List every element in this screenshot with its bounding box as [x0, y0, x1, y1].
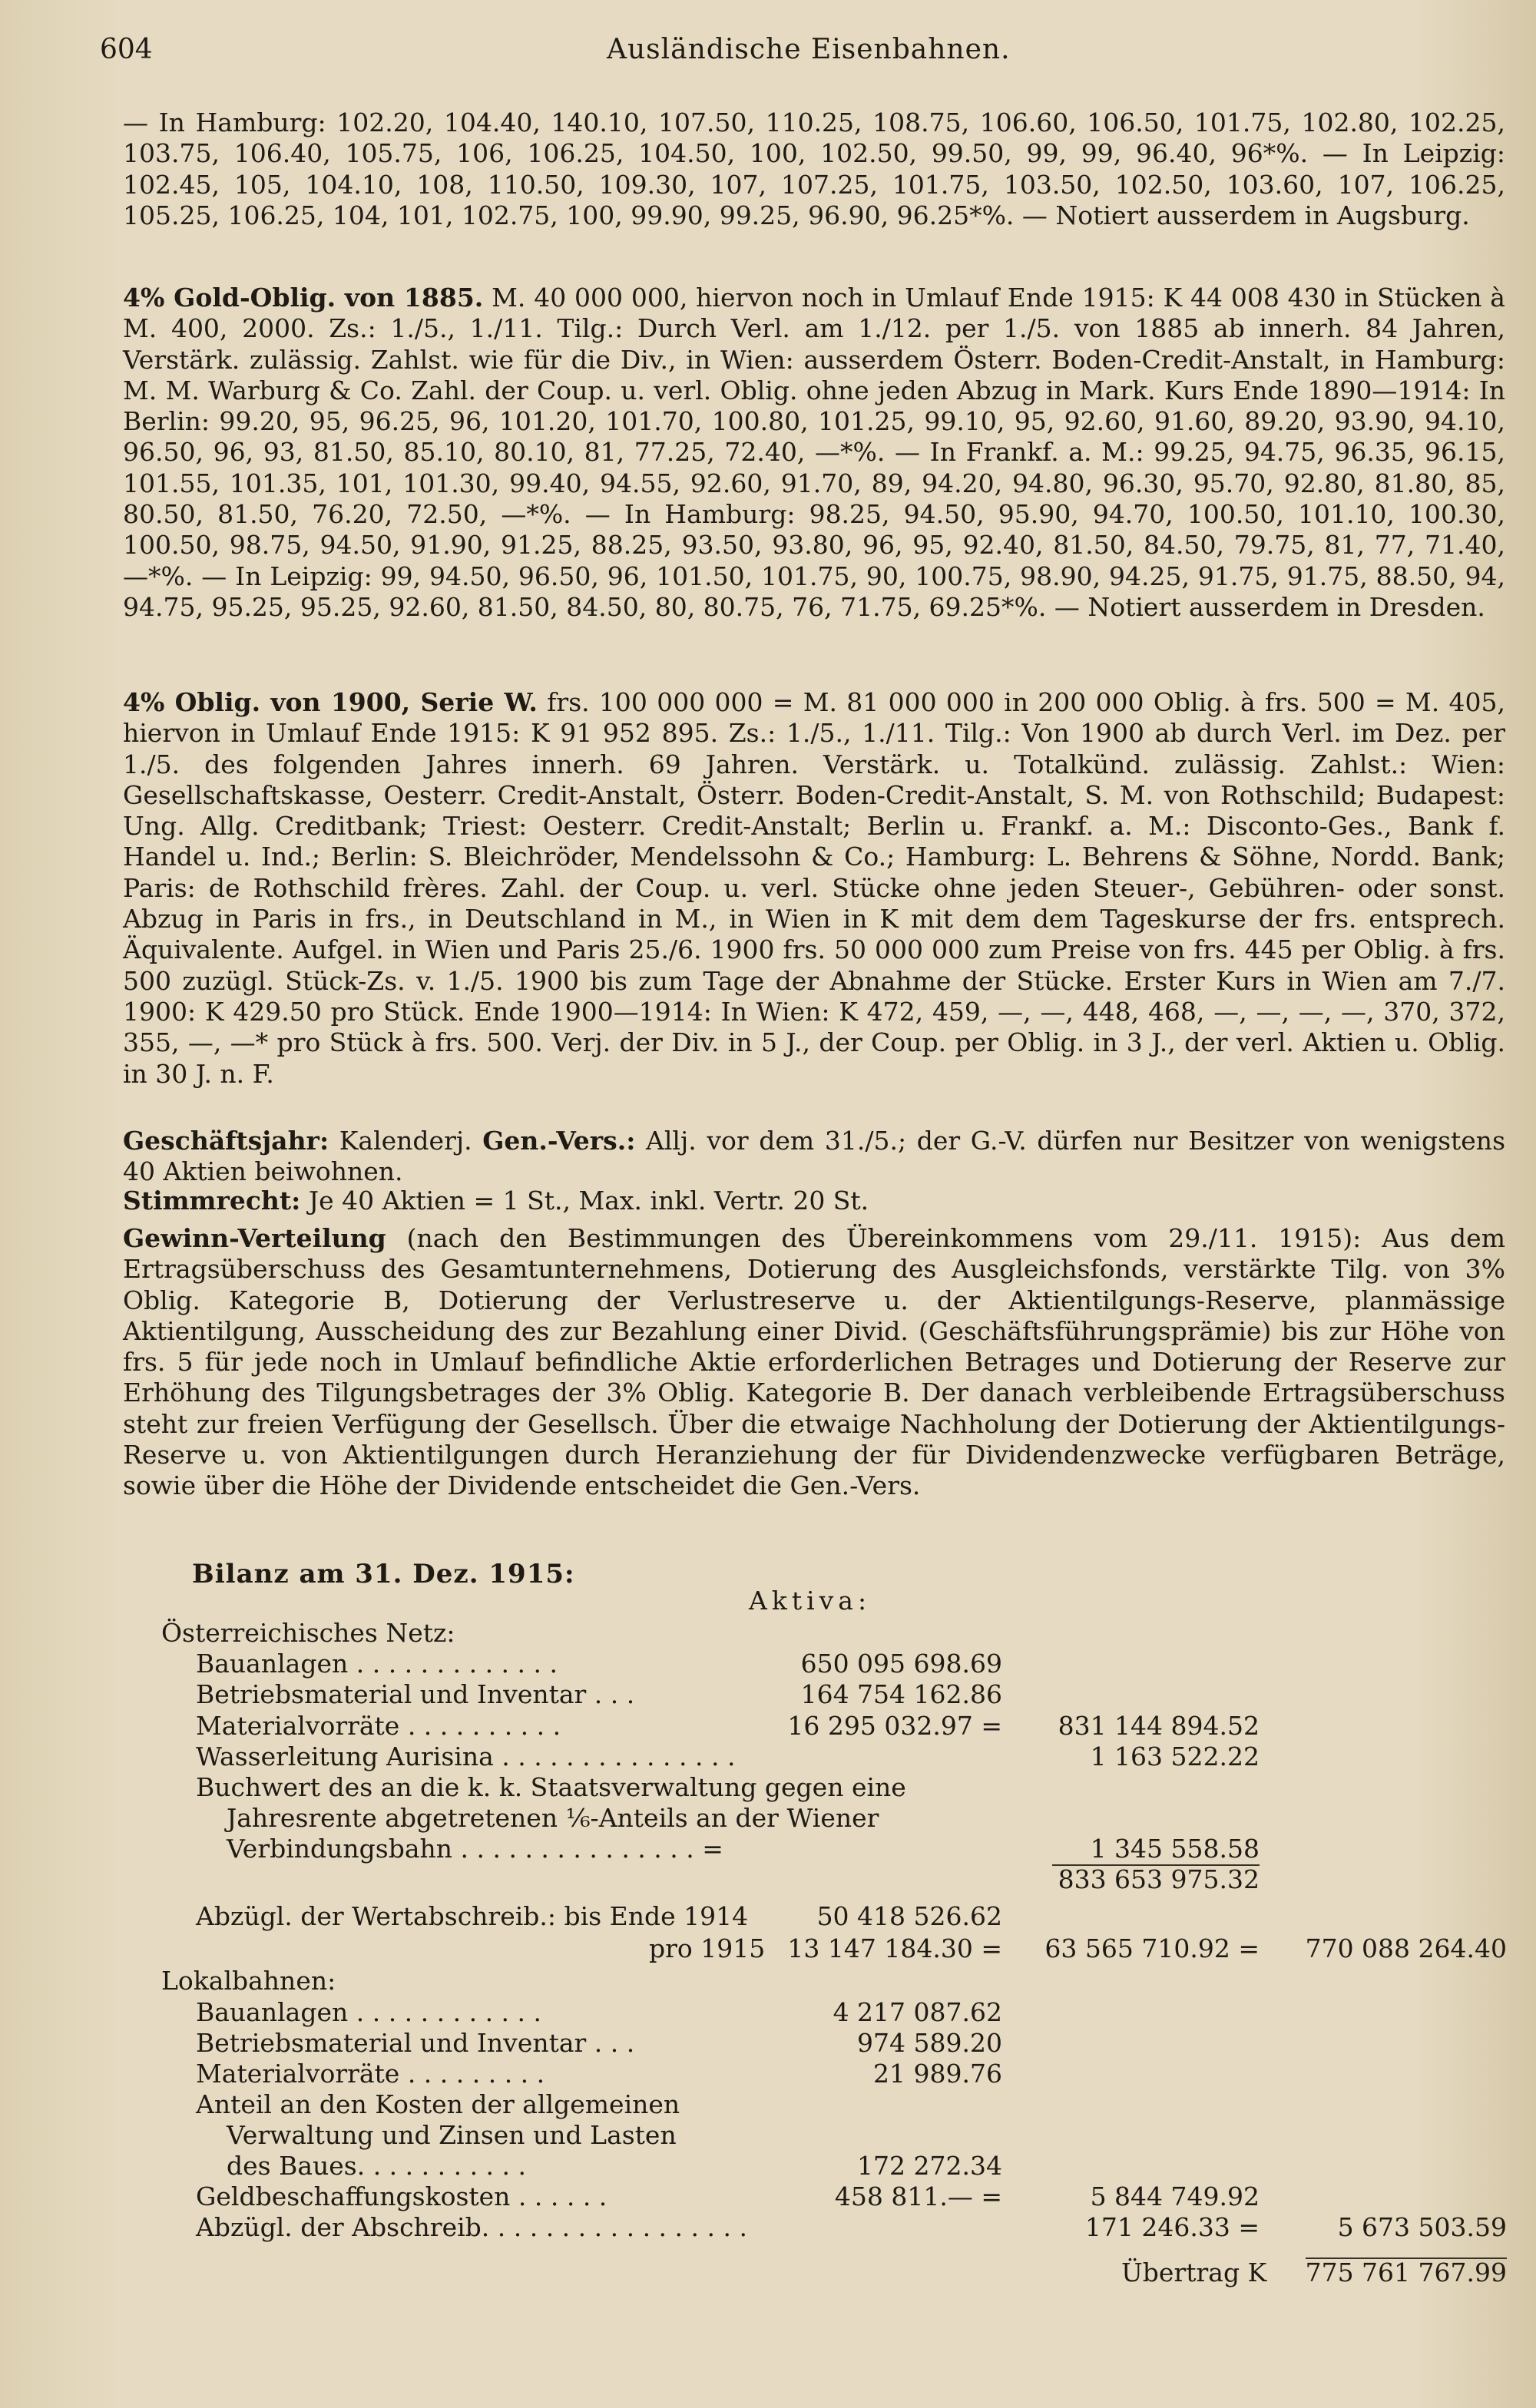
balance-value-c3: 5 673 503.59: [1337, 2212, 1507, 2242]
balance-value-c1: 13 147 184.30 =: [787, 1933, 1002, 1963]
balance-value-c3: 770 088 264.40: [1305, 1933, 1507, 1963]
paragraph-text: frs. 100 000 000 = M. 81 000 000 in 200 000 Oblig. à frs. 500 = M. 405, hiervon in Umlauf Ende 1915: K 91 952 895. Zs.: 1./5., 1./11. Tilg.: Von 1900 ab durch Verl. im Dez. per 1./5. des folgenden Jahres innerh. 69 Jahren. Verstärk. u. Totalkünd. zulässig. Zahlst.: Wien: Gesellschaftskasse, Oesterr. Credit-Anstalt, Österr. Boden-Credit-Anstalt, S. M. von Rothschild; Budapest: Ung. Allg. Creditbank; Triest: Oesterr. Credit-Anstalt; Berlin u. Frankf. a. M.: Disconto-Ges., Bank f. Handel u. Ind.; Berlin: S. Bleichröder, Mendelssohn & Co.; Hamburg: L. Behrens & Söhne, Nordd. Bank; Paris: de Rothschild frères. Zahl. der Coup. u. verl. Stücke ohne jeden Steuer-, Gebühren- oder sonst. Abzug in Paris in frs., in Deutschland in M., in Wien in K mit dem dem Tageskurse der frs. entsprech. Äquivalente. Aufgel. in Wien und Paris 25./6. 1900 frs. 50 000 000 zum Preise von frs. 445 per Oblig. à frs. 500 zuzügl. Stück-Zs. v. 1./5. 1900 bis zum Tage der Abnahme der Stücke. Erster Kurs in Wien am 7./7. 1900: K 429.50 pro Stück. Ende 1900—1914: In Wien: K 472, 459, —, —, 448, 468, —, —, —, —, 370, 372, 355, —, —* pro Stück à frs. 500. Verj. der Div. in 5 J., der Coup. per Oblig. in 3 J., der verl. Aktien u. Oblig. in 30 J. n. F.: [123, 687, 1505, 1089]
balance-label: Verwaltung und Zinsen und Lasten: [227, 2120, 677, 2150]
balance-row: [0, 1679, 1536, 1710]
paragraph-text: M. 40 000 000, hiervon noch in Umlauf Ende 1915: K 44 008 430 in Stücken à M. 400, 2000. Zs.: 1./5., 1./11. Tilg.: Durch Verl. am 1./12. per 1./5. von 1885 ab innerh. 84 Jahren, Verstärk. zulässig. Zahlst. wie für die Div., in Wien: ausserdem Österr. Boden-Credit-Anstalt, in Hamburg: M. M. Warburg & Co. Zahl. der Coup. u. verl. Oblig. ohne jeden Abzug in Mark. Kurs Ende 1890—1914: In Berlin: 99.20, 95, 96.25, 96, 101.20, 101.70, 100.80, 101.25, 99.10, 95, 92.60, 91.60, 89.20, 93.90, 94.10, 96.50, 96, 93, 81.50, 85.10, 80.10, 81, 77.25, 72.40, —*%. — In Frankf. a. M.: 99.25, 94.75, 96.35, 96.15, 101.55, 101.35, 101, 101.30, 99.40, 94.55, 92.60, 91.70, 89, 94.20, 94.80, 96.30, 95.70, 92.80, 81.80, 85, 80.50, 81.50, 76.20, 72.50, —*%. — In Hamburg: 98.25, 94.50, 95.90, 94.70, 100.50, 101.10, 100.30, 100.50, 98.75, 94.50, 91.90, 91.25, 88.25, 93.50, 93.80, 96, 95, 92.40, 81.50, 84.50, 79.75, 81, 77, 71.40, —*%. — In Leipzig: 99, 94.50, 96.50, 96, 101.50, 101.75, 90, 100.75, 98.90, 94.25, 91.75, 91.75, 88.50, 94, 94.75, 95.25, 95.25, 92.60, 81.50, 84.50, 80, 80.75, 76, 71.75, 69.25*%. — Notiert ausserdem in Dresden.: [123, 283, 1505, 622]
balance-value-c1: 650 095 698.69: [800, 1649, 1002, 1679]
balance-label: Abzügl. der Wertabschreib.: bis Ende 1914: [196, 1901, 749, 1931]
balance-label: Verbindungsbahn . . . . . . . . . . . . . . . =: [227, 1834, 723, 1864]
paragraph-gewinn-verteilung: [123, 1223, 1505, 1502]
paragraph-text: Kalenderj.: [329, 1126, 483, 1156]
paragraph-text: (nach den Bestimmungen des Übereinkommens vom 29./11. 1915): Aus dem Ertragsüberschuss des Gesamtunternehmens, Dotierung des Ausgleichsfonds, verstärkte Tilg. von 3% Oblig. Kategorie B, Dotierung der Verlustreserve u. der Aktientilgungs-Reserve, planmässige Aktientilgung, Ausscheidung des zur Bezahlung einer Divid. (Geschäftsführungsprämie) bis zur Höhe von frs. 5 für jede noch in Umlauf befindliche Aktie erforderlichen Betrages und Dotierung der Reserve zur Erhöhung des Tilgungsbetrages der 3% Oblig. Kategorie B. Der danach verbleibende Ertragsüberschuss steht zur freien Verfügung der Gesellsch. Über die etwaige Nachholung der Dotierung der Aktientilgungs-Reserve u. von Aktientilgungen durch Heranziehung der für Dividendenzwecke verfügbaren Beträge, sowie über die Höhe der Dividende entscheidet die Gen.-Vers.: [123, 1223, 1505, 1501]
balance-row: [0, 1649, 1536, 1679]
balance-label: Materialvorräte . . . . . . . . . .: [196, 1711, 561, 1741]
paragraph-geschaeftsjahr: [123, 1126, 1505, 1188]
balance-row: [0, 2212, 1536, 2243]
balance-row: [0, 1711, 1536, 1742]
balance-value-c3: 775 761 767.99: [1305, 2258, 1507, 2287]
balance-label: Übertrag K: [1121, 2258, 1267, 2287]
aktiva-heading: Aktiva:: [749, 1586, 872, 1616]
balance-row: [0, 2151, 1536, 2181]
balance-row: [0, 1966, 1536, 1996]
page-title: Ausländische Eisenbahnen.: [607, 34, 1011, 65]
balance-value-c1: 974 589.20: [857, 2028, 1002, 2058]
balance-label: Abzügl. der Abschreib. . . . . . . . . . . . . . . . .: [196, 2212, 747, 2242]
paragraph-text: Allj. vor dem 31./5.; der G.-V. dürfen nur Besitzer von wenigstens 40 Aktien beiwohnen.: [123, 1126, 1505, 1187]
balance-label: Jahresrente abgetretenen ⅙-Anteils an der Wiener: [227, 1803, 879, 1833]
paragraph-text: — In Hamburg: 102.20, 104.40, 140.10, 107.50, 110.25, 108.75, 106.60, 106.50, 101.75, 102.80, 102.25, 103.75, 106.40, 105.75, 106, 106.25, 104.50, 100, 102.50, 99.50, 99, 99, 96.40, 96*%. — In Leipzig: 102.45, 105, 104.10, 108, 110.50, 109.30, 107, 107.25, 101.75, 103.50, 102.50, 103.60, 107, 106.25, 105.25, 106.25, 104, 101, 102.75, 100, 99.90, 99.25, 96.90, 96.25*%. — Notiert ausserdem in Augsburg.: [123, 108, 1505, 230]
balance-row: [0, 2028, 1536, 2059]
balance-row: [0, 2120, 1536, 2151]
page-number: 604: [100, 34, 153, 65]
section-heading: Stimmrecht:: [123, 1186, 301, 1216]
balance-label: Geldbeschaffungskosten . . . . . .: [196, 2181, 607, 2211]
balance-row: [0, 2258, 1536, 2288]
balance-value-c1: 50 418 526.62: [816, 1901, 1002, 1931]
balance-value-c1: 21 989.76: [873, 2059, 1002, 2089]
balance-value-c2: 833 653 975.32: [1058, 1864, 1260, 1894]
balance-value-c1: 458 811.— =: [834, 2181, 1002, 2211]
balance-row: [0, 2089, 1536, 2120]
balance-row: [0, 2181, 1536, 2212]
paragraph-oblig-1900: [123, 687, 1505, 1090]
balance-row: [0, 1997, 1536, 2028]
balance-value-c2: 5 844 749.92: [1090, 2181, 1260, 2211]
balance-label: des Baues. . . . . . . . . . .: [227, 2151, 527, 2181]
balance-value-c2: 1 345 558.58: [1090, 1834, 1260, 1864]
balance-label: Betriebsmaterial und Inventar . . .: [196, 2028, 635, 2058]
page-header: [100, 34, 1513, 72]
balance-value-c2: 63 565 710.92 =: [1044, 1933, 1260, 1963]
balance-value-c1: 164 754 162.86: [800, 1679, 1002, 1709]
balance-label: Lokalbahnen:: [161, 1966, 336, 1996]
balance-row: [0, 1933, 1536, 1964]
balance-row: [0, 1803, 1536, 1834]
subtotal-rule: [1306, 2258, 1507, 2259]
balance-row: [0, 1772, 1536, 1803]
balance-row: [0, 2059, 1536, 2089]
balance-value-c2: 1 163 522.22: [1090, 1742, 1260, 1771]
section-heading: 4% Oblig. von 1900, Serie W.: [123, 687, 538, 717]
balance-row: [0, 1742, 1536, 1772]
balance-label: Bauanlagen . . . . . . . . . . . . .: [196, 1649, 558, 1679]
section-heading: Geschäftsjahr:: [123, 1126, 329, 1156]
section-heading: Gen.-Vers.:: [482, 1126, 636, 1156]
balance-label: Wasserleitung Aurisina . . . . . . . . . . . . . . .: [196, 1742, 736, 1771]
section-heading: 4% Gold-Oblig. von 1885.: [123, 283, 484, 313]
balance-value-c1: 4 217 087.62: [833, 1997, 1002, 2027]
section-heading: Gewinn-Verteilung: [123, 1223, 386, 1253]
balance-label: Materialvorräte . . . . . . . . .: [196, 2059, 545, 2089]
balance-label: Betriebsmaterial und Inventar . . .: [196, 1679, 635, 1709]
paragraph-text: Je 40 Aktien = 1 St., Max. inkl. Vertr. 20 St.: [300, 1186, 869, 1216]
paragraph-gold-oblig-1885: [123, 283, 1505, 623]
subtotal-rule: [1052, 1864, 1260, 1866]
paragraph-kurse-hamburg-leipzig: [123, 108, 1505, 231]
balance-row: [0, 1834, 1536, 1864]
balance-value-c1: 172 272.34: [857, 2151, 1002, 2181]
balance-label: Österreichisches Netz:: [161, 1618, 455, 1648]
balance-label: Bauanlagen . . . . . . . . . . . .: [196, 1997, 541, 2027]
balance-row: [0, 1618, 1536, 1649]
balance-label: Anteil an den Kosten der allgemeinen: [196, 2089, 680, 2119]
balance-row: [0, 1864, 1536, 1895]
balance-value-c2: 831 144 894.52: [1058, 1711, 1260, 1741]
paragraph-stimmrecht: [123, 1186, 1505, 1216]
balance-value-c1: 16 295 032.97 =: [787, 1711, 1002, 1741]
balance-value-c2: 171 246.33 =: [1084, 2212, 1260, 2242]
balance-label: Buchwert des an die k. k. Staatsverwaltung gegen eine: [196, 1772, 906, 1802]
balance-label: pro 1915: [649, 1933, 766, 1963]
balance-row: [0, 1901, 1536, 1932]
bilanz-title: Bilanz am 31. Dez. 1915:: [192, 1559, 575, 1589]
